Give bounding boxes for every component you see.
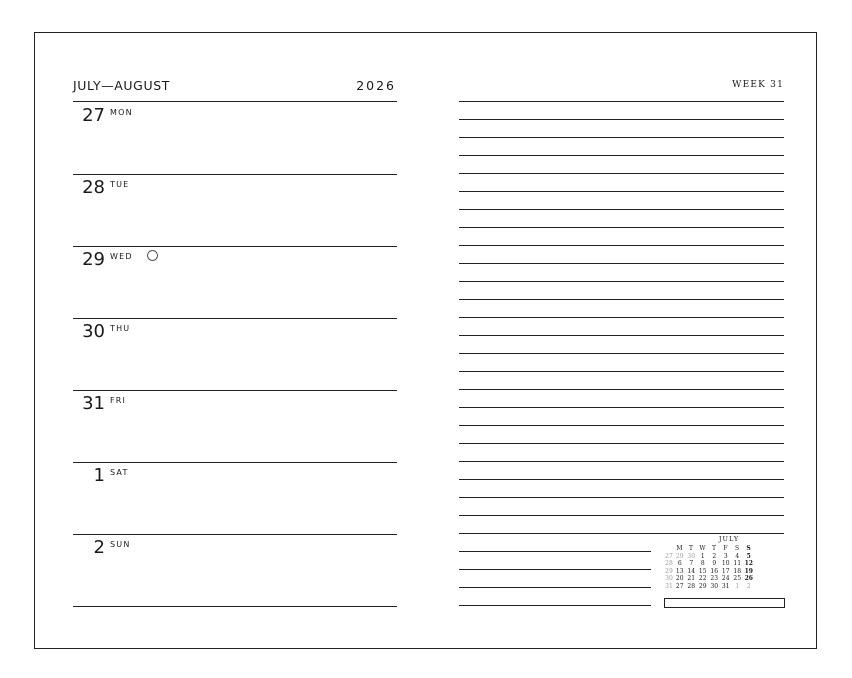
mini-day: 22 [698, 575, 707, 583]
mini-calendar-week [664, 568, 755, 576]
note-line [459, 497, 784, 498]
note-line-short [459, 587, 651, 588]
mini-day: 27 [675, 582, 684, 590]
note-line [459, 425, 784, 426]
mini-day: 8 [700, 560, 705, 568]
mini-day: 25 [733, 575, 742, 583]
week-number: 30 [665, 575, 673, 583]
mini-day: 31 [721, 582, 730, 590]
note-line [459, 245, 784, 246]
mini-calendar-week [664, 560, 755, 568]
weekday-header: W [699, 545, 707, 553]
note-line [459, 173, 784, 174]
note-line [459, 227, 784, 228]
day-name: FRI [110, 396, 127, 405]
day-block-wed[interactable] [73, 246, 397, 318]
mini-day: 2 [712, 552, 717, 560]
day-number: 30 [82, 321, 105, 342]
mini-day: 16 [710, 567, 719, 575]
note-line [459, 191, 784, 192]
mini-day: 29 [675, 552, 684, 560]
week-number: 31 [665, 582, 673, 590]
note-line-short [459, 605, 651, 606]
mini-day: 5 [746, 552, 751, 560]
note-line [459, 281, 784, 282]
week-number-label: WEEK 31 [732, 80, 784, 90]
day-name: WED [110, 252, 133, 261]
day-number: 28 [82, 177, 105, 198]
day-name: SAT [110, 468, 129, 477]
day-number: 27 [82, 105, 105, 126]
day-name: MON [110, 108, 133, 117]
month-range-title: JULY—AUGUST [73, 78, 170, 93]
note-line [459, 479, 784, 480]
note-line [459, 353, 784, 354]
mini-calendar-week [664, 575, 755, 583]
week-number: 29 [665, 567, 673, 575]
day-block-sun[interactable] [73, 534, 397, 606]
mini-day: 15 [698, 567, 707, 575]
weekday-header: M [676, 545, 684, 553]
mini-day: 9 [712, 560, 717, 568]
weekday-header: T [711, 545, 717, 553]
mini-day: 10 [721, 560, 730, 568]
day-name: THU [110, 324, 131, 333]
mini-day: 30 [687, 552, 696, 560]
note-line [459, 371, 784, 372]
mini-day: 14 [687, 567, 696, 575]
note-line-short [459, 569, 651, 570]
mini-day: 18 [733, 567, 742, 575]
day-number: 1 [93, 465, 105, 486]
mini-day: 20 [675, 575, 684, 583]
day-block-sat[interactable] [73, 462, 397, 534]
mini-day: 6 [677, 560, 682, 568]
note-line [459, 317, 784, 318]
mini-day: 23 [710, 575, 719, 583]
day-divider [73, 606, 397, 607]
note-line [459, 119, 784, 120]
day-number: 31 [82, 393, 105, 414]
week-number: 28 [665, 560, 673, 568]
mini-day: 17 [721, 567, 730, 575]
day-block-thu[interactable] [73, 318, 397, 390]
note-line [459, 155, 784, 156]
mini-calendar [664, 535, 786, 590]
mini-calendar-week [664, 553, 755, 561]
current-week-highlight [664, 598, 785, 608]
note-line [459, 299, 784, 300]
weekday-header: S [746, 545, 752, 553]
mini-day: 11 [733, 560, 742, 568]
note-line [459, 407, 784, 408]
mini-day: 2 [746, 582, 751, 590]
week-number: 27 [665, 552, 673, 560]
note-line [459, 209, 784, 210]
mini-day: 28 [687, 582, 696, 590]
note-line [459, 101, 784, 102]
mini-day: 12 [744, 560, 753, 568]
day-number: 2 [93, 537, 105, 558]
full-moon-icon [147, 250, 158, 261]
year-label: 2026 [356, 78, 396, 93]
note-line [459, 137, 784, 138]
mini-day: 24 [721, 575, 730, 583]
mini-day: 1 [735, 582, 740, 590]
mini-day: 29 [698, 582, 707, 590]
day-name: TUE [110, 180, 130, 189]
mini-day: 26 [744, 575, 753, 583]
mini-calendar-grid [664, 545, 755, 590]
note-line [459, 443, 784, 444]
weekday-header: T [688, 545, 694, 553]
weekday-header: S [734, 545, 740, 553]
mini-calendar-week-current [664, 583, 755, 591]
mini-day: 1 [700, 552, 705, 560]
mini-day: 19 [744, 567, 753, 575]
mini-calendar-title: JULY [718, 535, 740, 543]
mini-day: 21 [687, 575, 696, 583]
mini-day: 30 [710, 582, 719, 590]
mini-day: 4 [735, 552, 740, 560]
mini-day: 13 [675, 567, 684, 575]
mini-day: 3 [723, 552, 728, 560]
note-line [459, 335, 784, 336]
weekday-header: F [723, 545, 729, 553]
note-line [459, 533, 784, 534]
note-line [459, 515, 784, 516]
note-line [459, 263, 784, 264]
mini-day: 7 [689, 560, 694, 568]
day-block-tue[interactable] [73, 174, 397, 246]
note-line [459, 389, 784, 390]
day-block-fri[interactable] [73, 390, 397, 462]
day-block-mon[interactable] [73, 102, 397, 174]
note-line-short [459, 551, 651, 552]
day-name: SUN [110, 540, 131, 549]
day-number: 29 [82, 249, 105, 270]
note-line [459, 461, 784, 462]
